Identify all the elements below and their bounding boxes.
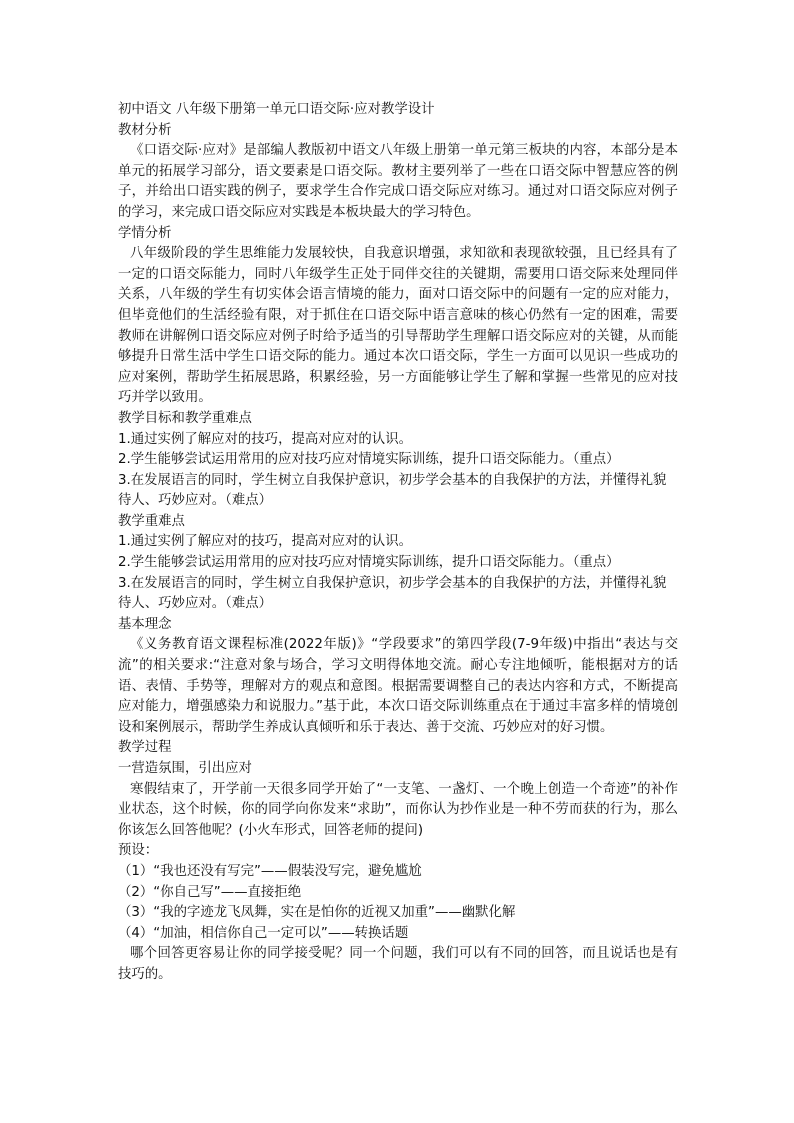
section-heading-linian: 基本理念 [118,616,172,632]
paragraph-guocheng: 寒假结束了，开学前一天很多同学开始了“一支笔、一盏灯、一个晚上创造一个奇迹”的补作业状态，这个时候，你的同学向你发来“求助”，而你认为抄作业是一种不劳而获的行为，那么你该怎么回答他呢？(小火车形式，回答老师的提问) [118,781,678,838]
list-item: 2.学生能够尝试运用常用的应对技巧应对情境实际训练，提升口语交际能力。（重点） [118,452,620,468]
yushe-label: 预设： [118,843,159,859]
section-heading-zhongnandian: 教学重难点 [118,513,185,529]
paragraph-jiaocai: 《口语交际·应对》是部编人教版初中语文八年级上册第一单元第三板块的内容，本部分是本单元的拓展学习部分，语文要素是口语交际。教材主要列举了一些在口语交际中智慧应答的例子，并给出口语实践的例子，要求学生合作完成口语交际应对练习。通过对口语交际应对例子的学习，来完成口语交际应对实践是本板块最大的学习特色。 [118,143,678,220]
paragraph-xueqing: 八年级阶段的学生思维能力发展较快，自我意识增强，求知欲和表现欲较强，且已经具有了一定的口语交际能力，同时八年级学生正处于同伴交往的关键期，需要用口语交际来处理同伴关系，八年级的学生有切实体会语言情境的能力，面对口语交际中的问题有一定的应对能力，但毕竟他们的生活经验有限，对于抓住在口语交际中语言意味的核心仍然有一定的困难，需要教师在讲解例口语交际应对例子时给予适当的引导帮助学生理解口语交际应对的关键，从而能够提升日常生活中学生口语交际的能力。通过本次口语交际，学生一方面可以见识一些成功的应对案例，帮助学生拓展思路，积累经验，另一方面能够让学生了解和掌握一些常见的应对技巧并学以致用。 [118,246,678,406]
list-item: 1.通过实例了解应对的技巧，提高对应对的认识。 [118,534,412,550]
list-item: 3.在发展语言的同时，学生树立自我保护意识，初步学会基本的自我保护的方法，并懂得礼貌待人、巧妙应对。（难点） [118,575,667,612]
section-heading-guocheng: 教学过程 [118,740,172,756]
list-item: （3）“我的字迹龙飞凤舞，实在是怕你的近视又加重”——幽默化解 [118,905,516,921]
list-item: （4）“加油，相信你自己一定可以”——转换话题 [118,925,409,941]
list-item: 1.通过实例了解应对的技巧，提高对应对的认识。 [118,431,412,447]
document-page [118,100,678,986]
paragraph-linian: 《义务教育语文课程标准(2022年版)》“学段要求”的第四学段(7-9年级)中指出“表达与交流”的相关要求:“注意对象与场合，学习文明得体地交流。耐心专注地倾听，能根据对方的话语、表情、手势等，理解对方的观点和意图。根据需要调整自己的表达内容和方式，不断提高应对能力，增强感染力和说服力。”基于此，本次口语交际训练重点在于通过丰富多样的情境创设和案例展示，帮助学生养成认真倾听和乐于表达、善于交流、巧妙应对的好习惯。 [118,637,678,735]
list-item: （2）“你自己写”——直接拒绝 [118,884,302,900]
sub-heading-yingzao: 一营造氛围，引出应对 [118,761,252,776]
paragraph-closing: 哪个回答更容易让你的同学接受呢？同一个问题，我们可以有不同的回答，而且说话也是有技巧的。 [118,946,678,982]
list-item: 2.学生能够尝试运用常用的应对技巧应对情境实际训练，提升口语交际能力。（重点） [118,555,620,571]
section-heading-xueqing: 学情分析 [118,225,172,241]
section-heading-jiaocai: 教材分析 [118,122,172,138]
document-title: 初中语文 八年级下册第一单元口语交际·应对教学设计 [118,102,435,117]
list-item: 3.在发展语言的同时，学生树立自我保护意识，初步学会基本的自我保护的方法，并懂得礼貌待人、巧妙应对。（难点） [118,472,667,509]
section-heading-mubiao: 教学目标和教学重难点 [118,410,252,426]
list-item: （1）“我也还没有写完”——假装没写完，避免尴尬 [118,863,422,879]
